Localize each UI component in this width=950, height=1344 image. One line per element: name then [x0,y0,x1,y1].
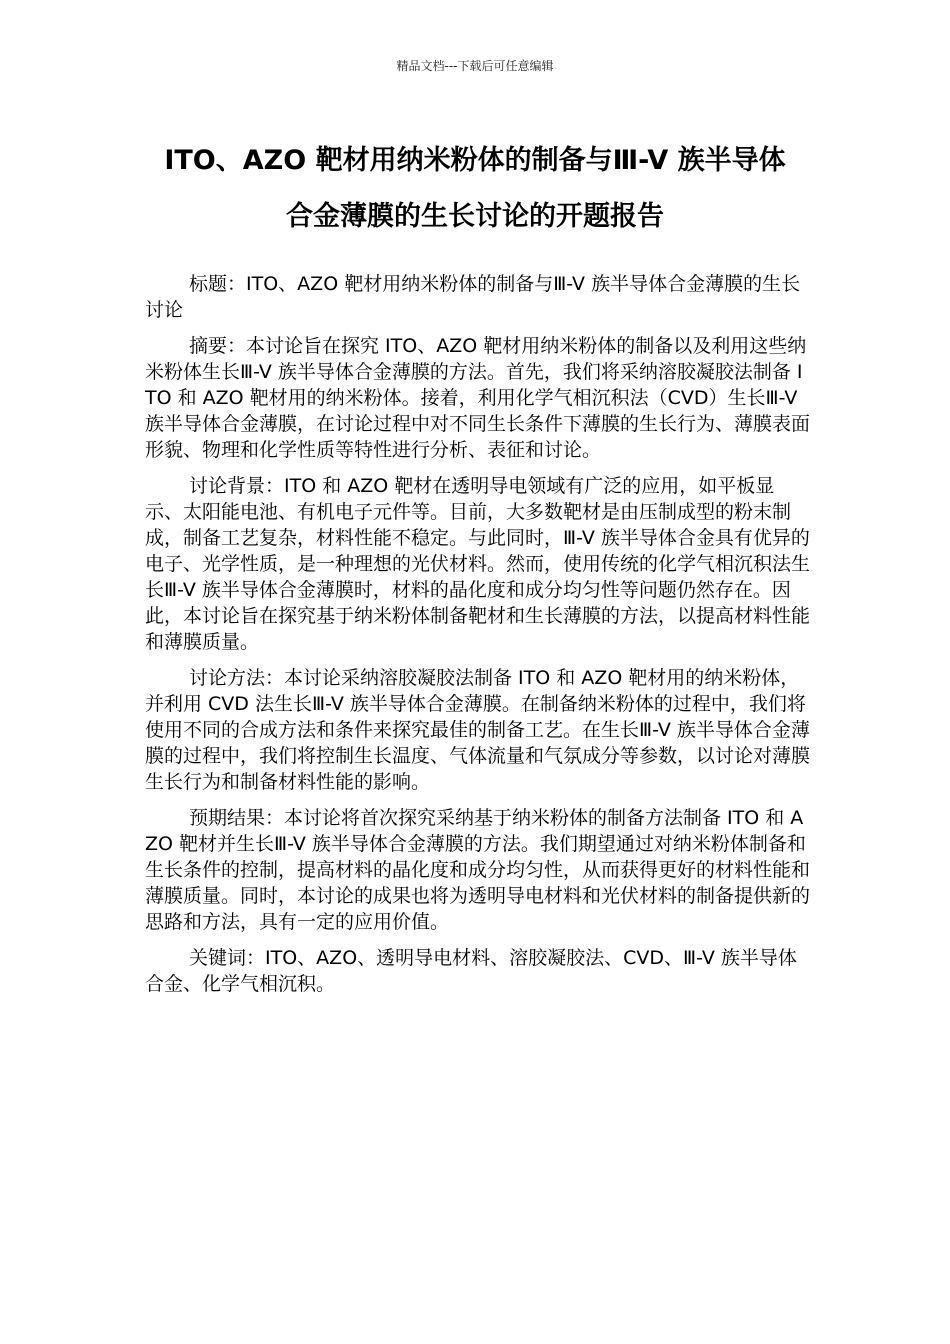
title-line-1: ITO、AZO 靶材用纳米粉体的制备与Ⅲ-V 族半导体 [164,145,786,176]
paragraph-text: 本讨论将首次探究采纳基于纳米粉体的制备方法制备 ITO 和 AZO 靶材并生长Ⅲ-V 族半导体合金薄膜的方法。我们期望通过对纳米粉体制备和生长条件的控制，提高材料的晶化度和成分均匀性，从而获得更好的材料性能和薄膜质量。同时，本讨论的成果也将为透明导电材料和光伏材料的制备提供新的思路和方法，具有一定的应用价值。 [145,807,811,933]
paragraph-label: 讨论背景： [189,475,285,497]
method-paragraph [145,665,810,795]
paragraph-text: 本讨论采纳溶胶凝胶法制备 ITO 和 AZO 靶材用的纳米粉体，并利用 CVD 法生长Ⅲ-V 族半导体合金薄膜。在制备纳米粉体的过程中，我们将使用不同的合成方法和条件来探究最佳的制备工艺。在生长Ⅲ-V 族半导体合金薄膜的过程中，我们将控制生长温度、气体流量和气氛成分等参数，以讨论对薄膜生长行为和制备材料性能的影响。 [145,667,811,793]
paragraph-text: ITO 和 AZO 靶材在透明导电领域有广泛的应用，如平板显示、太阳能电池、有机电子元件等。目前，大多数靶材是由压制成型的粉末制成，制备工艺复杂，材料性能不稳定。与此同时，Ⅲ-V 族半导体合金具有优异的电子、光学性质，是一种理想的光伏材料。然而，使用传统的化学气相沉积法生长Ⅲ-V 族半导体合金薄膜时，材料的晶化度和成分均匀性等问题仍然存在。因此，本讨论旨在探究基于纳米粉体制备靶材和生长薄膜的方法，以提高材料性能和薄膜质量。 [145,475,811,653]
title-paragraph [145,271,810,323]
paragraph-text: ITO、AZO、透明导电材料、溶胶凝胶法、CVD、Ⅲ-V 族半导体合金、化学气相沉积。 [145,947,797,995]
paragraph-text: ITO、AZO 靶材用纳米粉体的制备与Ⅲ-V 族半导体合金薄膜的生长讨论 [145,273,801,321]
paragraph-label: 标题： [189,273,247,295]
title-line-2: 合金薄膜的生长讨论的开题报告 [286,201,664,232]
paragraph-text: 本讨论旨在探究 ITO、AZO 靶材用纳米粉体的制备以及利用这些纳米粉体生长Ⅲ-V 族半导体合金薄膜的方法。首先，我们将采纳溶胶凝胶法制备 ITO 和 AZO 靶材用的纳米粉体。接着，利用化学气相沉积法（CVD）生长Ⅲ-V 族半导体合金薄膜，在讨论过程中对不同生长条件下薄膜的生长行为、薄膜表面形貌、物理和化学性质等特性进行分析、表征和讨论。 [145,335,811,461]
keywords-paragraph [145,945,810,997]
paragraph-label: 讨论方法： [189,667,285,689]
document-body [145,271,810,1007]
paragraph-label: 预期结果： [189,807,285,829]
background-paragraph [145,473,810,655]
paragraph-label: 关键词： [189,947,266,969]
abstract-paragraph [145,333,810,463]
paragraph-label: 摘要： [189,335,247,357]
document-title [100,133,850,245]
header-note: 精品文档---下载后可任意编辑 [396,59,554,73]
expected-results-paragraph [145,805,810,935]
